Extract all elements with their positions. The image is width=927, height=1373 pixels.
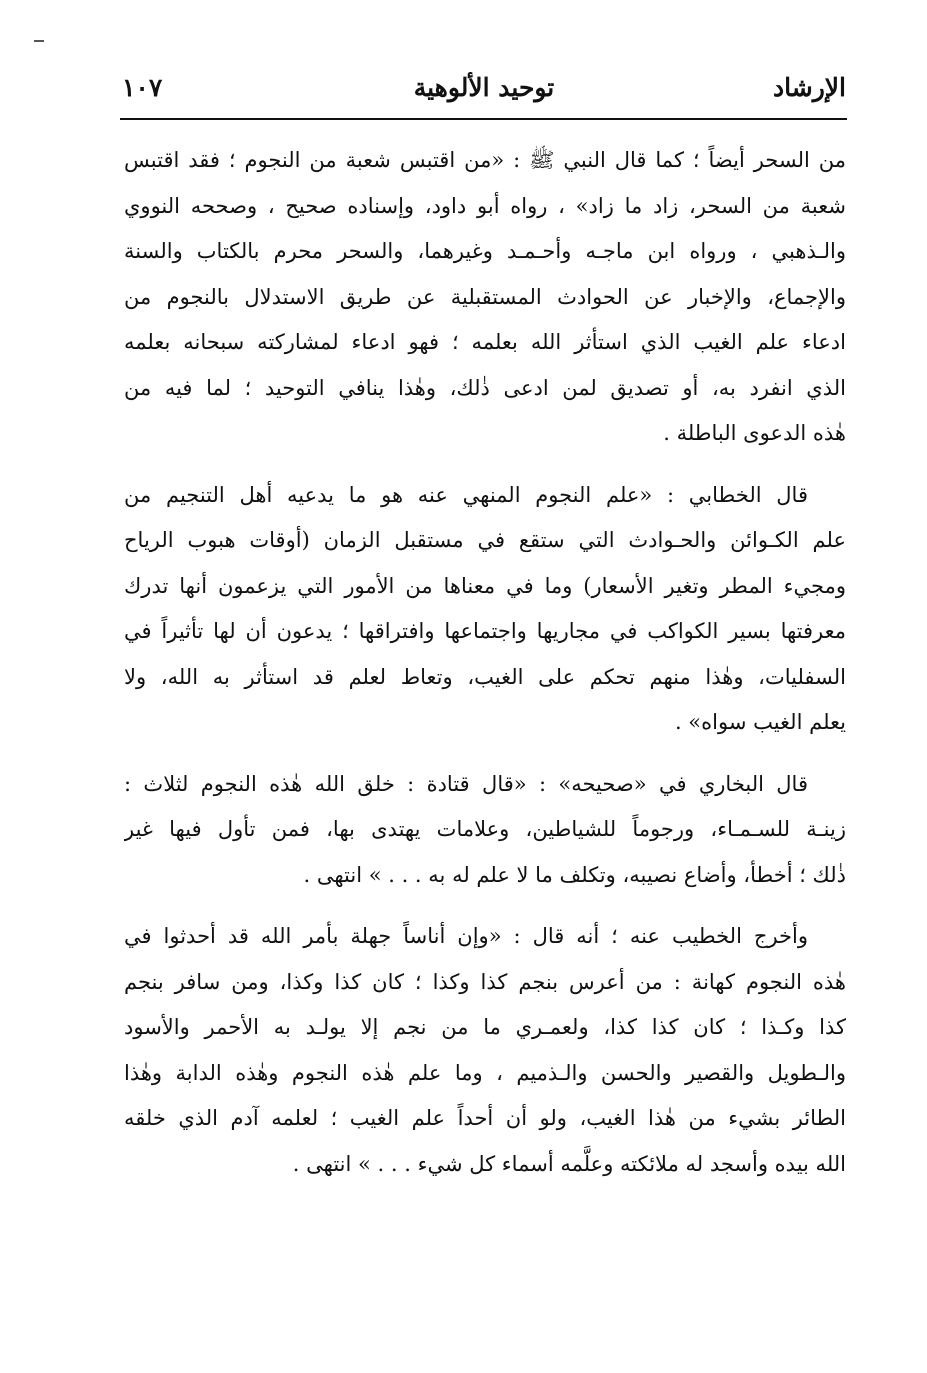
text-line: ذٰلك ؛ أخطأ، وأضاع نصيبه، وتكلف ما لا علم له به . . . » انتهى . [303,862,846,887]
text-line: الطائر بشيء من هٰذا الغيب، ولو أن أحداً علم الغيب ؛ لعلمه آدم الذي خلقه [124,1106,846,1130]
text-line: الذي انفرد به، أو تصديق لمن ادعى ذٰلك، وهٰذا ينافي التوحيد ؛ لما فيه من [124,375,846,400]
text-line: هٰذه النجوم كهانة : من أعرس بنجم كذا وكذا ؛ كان كذا وكذا، ومن سافر بنجم [124,969,846,994]
paragraph [124,473,846,746]
running-head-title: توحيد الألوهية [413,73,555,102]
text-line: وأخرج الخطيب عنه ؛ أنه قال : «وإن أناساً جهلة بأمر الله قد أحدثوا في [124,924,808,948]
text-line: السفليات، وهٰذا منهم تحكم على الغيب، وتعاط لعلم قد استأثر به الله، ولا [124,664,846,689]
text-line: والـذهبي ، ورواه ابن ماجـه وأحـمـد وغيرهما، والسحر محرم بالكتاب والسنة [124,239,846,263]
text-line: والإجماع، والإخبار عن الحوادث المستقبلية عن طريق الاستدلال بالنجوم من [124,284,846,309]
text-line: زينـة للسـمـاء، ورجوماً للشياطين، وعلامات يهتدى بها، فمن تأول فيها غير [124,817,846,841]
text-line: معرفتها بسير الكواكب في مجاريها واجتماعها وافتراقها ؛ يدعون أن لها تأثيراً في [124,619,846,643]
text-line: علم الكـوائن والحـوادث التي ستقع في مستقبل الزمان (أوقات هبوب الرياح [124,528,846,552]
paragraph [124,138,846,457]
text-line: قال الخطابي : «علم النجوم المنهي عنه هو ما يدعيه أهل التنجيم من [124,482,808,507]
text-line: الله بيده وأسجد له ملائكته وعلَّمه أسماء كل شيء . . . » انتهى . [292,1151,846,1176]
main-text [124,138,846,1203]
text-line: قال البخاري في «صحيحه» : «قال قتادة : خلق الله هٰذه النجوم لثلاث : [124,771,808,796]
text-line: كذا وكـذا ؛ كان كذا كذا، ولعمـري ما من نجم إلا يولـد به الأحمر والأسود [124,1015,846,1039]
paragraph [124,914,846,1187]
header-rule [120,118,847,120]
text-line: ومجيء المطر وتغير الأسعار) وما في معناها من الأمور التي يزعمون أنها تدرك [124,573,846,598]
scan-mark [34,40,44,42]
text-line: والـطويل والقصير والحسن والـذميم ، وما علم هٰذه النجوم وهٰذه الدابة وهٰذا [124,1060,846,1085]
text-line: ادعاء علم الغيب الذي استأثر الله بعلمه ؛ فهو ادعاء لمشاركته سبحانه بعلمه [124,330,846,354]
paragraph [124,762,846,899]
text-line: من السحر أيضاً ؛ كما قال النبي ﷺ : «من اقتبس شعبة من النجوم ؛ فقد اقتبس [124,148,846,172]
running-head-chapter: الإرشاد [773,73,846,102]
page-header [122,66,846,110]
text-line: شعبة من السحر، زاد ما زاد» ، رواه أبو داود، وإسناده صحيح ، وصححه النووي [124,193,846,218]
text-line: يعلم الغيب سواه» . [674,710,846,734]
text-line: هٰذه الدعوى الباطلة . [663,421,846,445]
page-number: ١٠٧ [122,73,163,102]
